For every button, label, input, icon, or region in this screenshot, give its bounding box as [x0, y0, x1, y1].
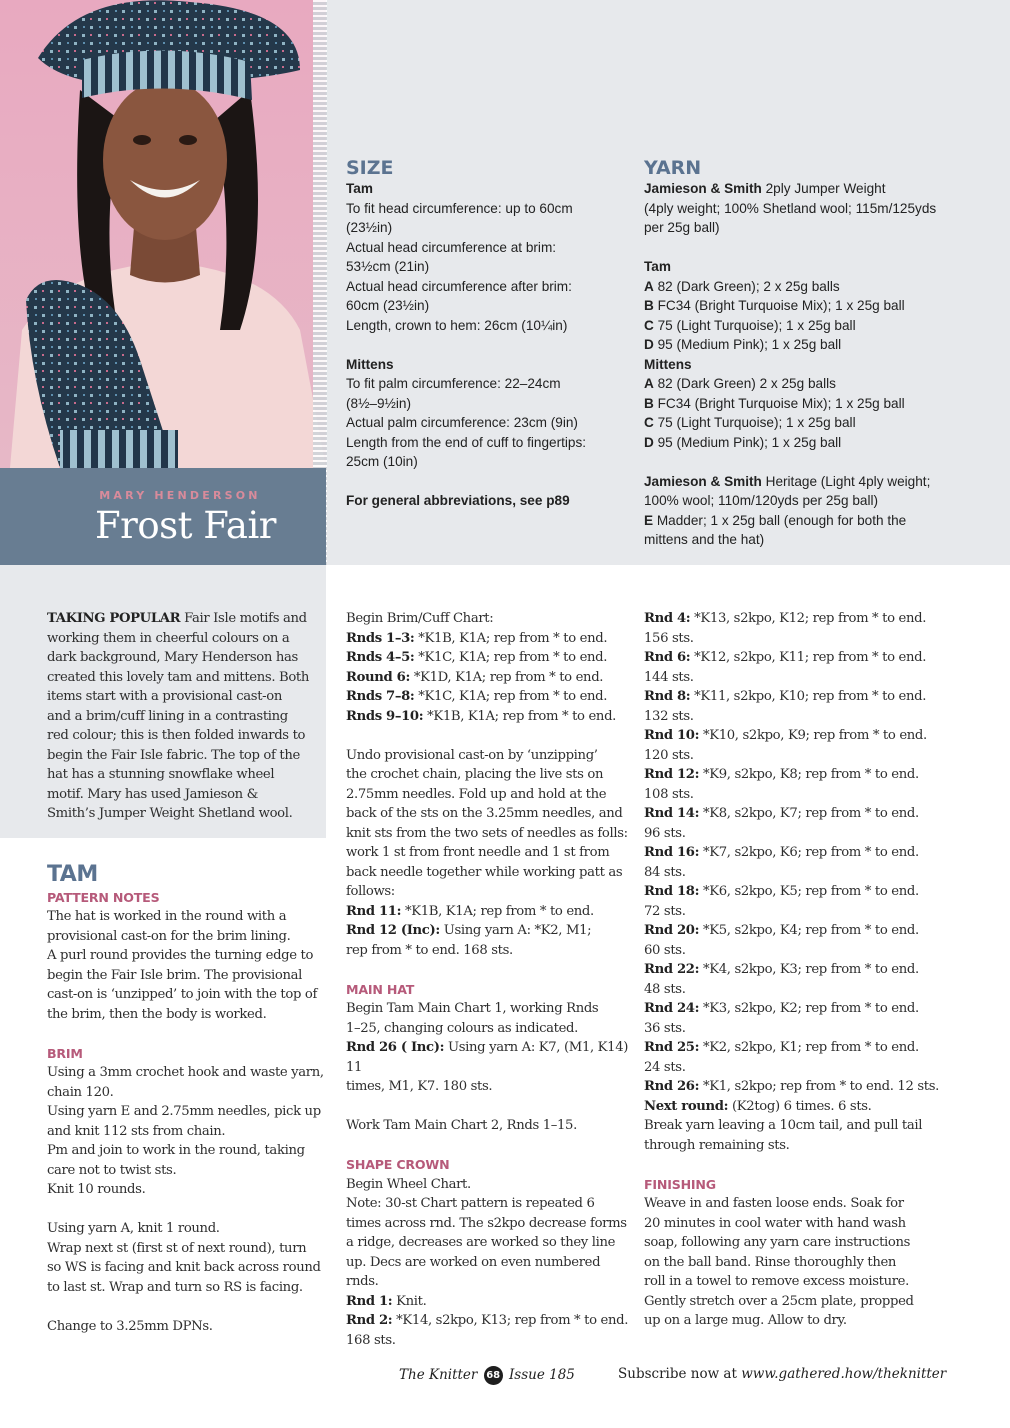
brim-line: Using yarn E and 2.75mm needles, pick up — [47, 1104, 321, 1119]
intro-line: dark background, Mary Henderson has — [47, 650, 298, 665]
column-2 — [346, 609, 631, 1350]
brim-line: and knit 112 sts from chain. — [47, 1123, 226, 1139]
intro-line: motif. Mary has used Jamieson & — [47, 786, 259, 802]
round-label: Next round: — [644, 1098, 729, 1114]
round-text: *K1, s2kpo; rep from * to end. 12 sts. — [699, 1079, 939, 1094]
finishing-line: Weave in and fasten loose ends. Soak for — [644, 1196, 904, 1211]
brim-line: so WS is facing and knit back across round — [47, 1260, 321, 1275]
round-label: Rnd 10: — [644, 728, 700, 743]
brim-line: Using a 3mm crochet hook and waste yarn, — [47, 1065, 324, 1080]
intro-line: working them in cheerful colours on a — [47, 630, 290, 646]
finishing-line: on the ball band. Rinse thoroughly then — [644, 1254, 897, 1270]
round-label: Rnd 8: — [644, 689, 691, 704]
stitch-count: 108 sts. — [644, 786, 694, 802]
intro-line: hat has a stunning snowflake wheel — [47, 767, 275, 782]
shape-crown-heading: SHAPE CROWN — [346, 1157, 450, 1172]
round-label: Rnd 20: — [644, 923, 700, 938]
round-text: Using yarn A: K7, (M1, K14) 11 — [346, 1040, 629, 1075]
size-tam-line: (23½in) — [346, 220, 393, 235]
round-label: Round 6: — [346, 669, 410, 685]
stitch-count: 36 sts. — [644, 1020, 686, 1036]
note-line: a ridge, decreases are worked so they line — [346, 1235, 616, 1250]
round-text: *K1B, K1A; rep from * to end. — [401, 903, 594, 919]
yarn-item: 75 (Light Turquoise); 1 x 25g ball — [653, 415, 856, 430]
brim-line: Knit 10 rounds. — [47, 1182, 146, 1197]
yarn-item: 82 (Dark Green) 2 x 25g balls — [653, 376, 836, 391]
round-text: Knit. — [392, 1293, 427, 1309]
stitch-count: 96 sts. — [644, 825, 686, 841]
size-tam-line: 60cm (23½in) — [346, 298, 430, 313]
crown-line: Begin Wheel Chart. — [346, 1176, 471, 1192]
round-text: *K7, s2kpo, K6; rep from * to end. — [699, 845, 919, 860]
round-label: Rnd 4: — [644, 611, 691, 626]
yarn-key: A — [644, 376, 654, 391]
notes-line: the brim, then the body is worked. — [47, 1006, 267, 1022]
yarn-intro-line: per 25g ball) — [644, 220, 720, 235]
round-label: Rnd 12 (Inc): — [346, 923, 440, 938]
undo-line: 2.75mm needles. Fold up and hold at the — [346, 786, 607, 802]
main-hat-line: 1–25, changing colours as indicated. — [346, 1020, 578, 1036]
round-label: Rnds 1–3: — [346, 630, 415, 646]
note-line: times across rnd. The s2kpo decrease forms — [346, 1215, 627, 1231]
intro-line: created this lovely tam and mittens. Both — [47, 669, 310, 685]
round-label: Rnds 7–8: — [346, 689, 415, 704]
round-text: Using yarn A: *K2, M1; — [439, 923, 592, 938]
subscribe-text: Subscribe now at — [618, 1366, 742, 1382]
round-label: Rnd 6: — [644, 650, 691, 665]
undo-line: follows: — [346, 884, 395, 899]
notes-line: provisional cast-on for the brim lining. — [47, 928, 291, 944]
size-tam-line: 53½cm (21in) — [346, 259, 430, 274]
note-line: rnds. — [346, 1274, 379, 1289]
brim-line: Wrap next st (first st of next round), turn — [47, 1240, 307, 1256]
round-text: 168 sts. — [346, 1332, 396, 1348]
stitch-count: 156 sts. — [644, 630, 694, 646]
yarn-item: 82 (Dark Green); 2 x 25g balls — [653, 278, 840, 294]
page-number: 68 — [484, 1366, 503, 1385]
round-label: Rnd 22: — [644, 962, 700, 977]
model-photo — [0, 0, 326, 468]
round-label: Rnd 26: — [644, 1079, 700, 1094]
finishing-line: soap, following any yarn care instructions — [644, 1235, 911, 1250]
size-tam-label: Tam — [346, 181, 373, 196]
break-line: through remaining sts. — [644, 1137, 790, 1153]
finishing-line: up on a large mug. Allow to dry. — [644, 1313, 847, 1328]
round-text: *K10, s2kpo, K9; rep from * to end. — [699, 728, 927, 743]
size-mittens-line: 25cm (10in) — [346, 454, 418, 469]
yarn-key: A — [644, 278, 654, 294]
notes-line: cast-on is ‘unzipped’ to join with the top of — [47, 987, 318, 1002]
yarn-key: E — [644, 512, 654, 528]
main-hat-line: Begin Tam Main Chart 1, working Rnds — [346, 1001, 599, 1016]
issue-number: Issue 185 — [508, 1367, 575, 1383]
column-1 — [47, 609, 329, 1336]
round-label: Rnd 11: — [346, 903, 402, 919]
finishing-line: Gently stretch over a 25cm plate, propped — [644, 1293, 914, 1309]
round-label: Rnd 1: — [346, 1293, 393, 1309]
round-text: *K1B, K1A; rep from * to end. — [414, 630, 608, 646]
round-text: *K1D, K1A; rep from * to end. — [410, 669, 604, 685]
note-line: up. Decs are worked on even numbered — [346, 1254, 601, 1270]
round-label: Rnd 18: — [644, 884, 700, 899]
round-text: *K9, s2kpo, K8; rep from * to end. — [699, 767, 919, 782]
round-text: *K2, s2kpo, K1; rep from * to end. — [699, 1040, 919, 1055]
notes-line: begin the Fair Isle brim. The provisional — [47, 967, 303, 983]
stitch-count: 120 sts. — [644, 747, 694, 763]
yarn-item: FC34 (Bright Turquoise Mix); 1 x 25g ball — [653, 395, 905, 411]
size-tam-line: To fit head circumference: up to 60cm — [346, 200, 573, 216]
round-text: *K5, s2kpo, K4; rep from * to end. — [699, 923, 919, 938]
round-label: Rnd 12: — [644, 767, 700, 782]
main-hat-line: Work Tam Main Chart 2, Rnds 1–15. — [346, 1118, 577, 1133]
round-label: Rnd 26 ( Inc): — [346, 1040, 445, 1055]
footer-issue — [399, 1366, 575, 1385]
intro-lead: TAKING POPULAR — [47, 611, 181, 626]
stitch-count: 144 sts. — [644, 669, 694, 685]
size-mittens-line: (8½–9½in) — [346, 395, 411, 411]
intro-line: and a brim/cuff lining in a contrasting — [47, 708, 288, 724]
intro-line: red colour; this is then folded inwards to — [47, 728, 306, 743]
finishing-line: roll in a towel to remove excess moisture. — [644, 1274, 909, 1289]
yarn-heritage-brand: Jamieson & Smith — [644, 473, 762, 489]
pattern-notes-heading: PATTERN NOTES — [47, 889, 160, 905]
round-text: *K12, s2kpo, K11; rep from * to end. — [690, 650, 927, 665]
intro-line: items start with a provisional cast-on — [47, 689, 283, 704]
size-heading: SIZE — [346, 157, 394, 179]
yarn-mittens-label: Mittens — [644, 356, 692, 372]
brim-line: Using yarn A, knit 1 round. — [47, 1221, 220, 1236]
round-label: Rnd 24: — [644, 1001, 700, 1016]
yarn-item: 75 (Light Turquoise); 1 x 25g ball — [653, 317, 856, 333]
size-tam-line: Actual head circumference after brim: — [346, 278, 572, 294]
undo-line: work 1 st from front needle and 1 st from — [346, 845, 610, 860]
undo-line: Undo provisional cast-on by ‘unzipping’ — [346, 747, 598, 763]
round-label: Rnd 14: — [644, 806, 700, 821]
yarn-intro-line: (4ply weight; 100% Shetland wool; 115m/125yds — [644, 200, 937, 216]
break-line: Break yarn leaving a 10cm tail, and pull tail — [644, 1118, 923, 1133]
undo-line: the crochet chain, placing the live sts on — [346, 767, 604, 782]
yarn-key: D — [644, 434, 654, 450]
yarn-brand: Jamieson & Smith — [644, 181, 762, 196]
yarn-heading: YARN — [644, 157, 702, 179]
yarn-heritage-line: 100% wool; 110m/120yds per 25g ball) — [644, 493, 879, 508]
size-mittens-label: Mittens — [346, 356, 394, 372]
yarn-key: C — [644, 317, 654, 333]
yarn-key: B — [644, 395, 654, 411]
stitch-count: 48 sts. — [644, 981, 686, 997]
yarn-madder-line: mittens and the hat) — [644, 532, 765, 547]
note-line: Note: 30-st Chart pattern is repeated 6 — [346, 1196, 595, 1211]
notes-line: The hat is worked in the round with a — [47, 909, 287, 924]
round-text: *K14, s2kpo, K13; rep from * to end. — [392, 1313, 629, 1328]
round-text: *K4, s2kpo, K3; rep from * to end. — [699, 962, 919, 977]
yarn-key: D — [644, 337, 654, 352]
footer-subscribe — [618, 1366, 946, 1382]
intro-line: Smith’s Jumper Weight Shetland wool. — [47, 806, 293, 821]
stitch-count: 24 sts. — [644, 1059, 686, 1075]
abbreviations-note: For general abbreviations, see p89 — [346, 493, 570, 508]
intro-line: begin the Fair Isle fabric. The top of the — [47, 747, 300, 763]
round-text: (K2tog) 6 times. 6 sts. — [728, 1098, 872, 1114]
tam-heading: TAM — [47, 861, 98, 887]
round-text: *K8, s2kpo, K7; rep from * to end. — [699, 806, 919, 821]
round-label: Rnd 25: — [644, 1040, 700, 1055]
stitch-count: 132 sts. — [644, 708, 694, 724]
yarn-key: B — [644, 298, 654, 313]
round-text: *K1C, K1A; rep from * to end. — [414, 689, 608, 704]
chart-line: Begin Brim/Cuff Chart: — [346, 611, 494, 626]
notes-line: A purl round provides the turning edge to — [47, 948, 314, 963]
yarn-tam-label: Tam — [644, 259, 671, 274]
subscribe-link[interactable]: www.gathered.how/theknitter — [741, 1366, 947, 1382]
brim-line: Pm and join to work in the round, taking — [47, 1143, 305, 1158]
round-label: Rnd 2: — [346, 1313, 393, 1328]
brim-line: to last st. Wrap and turn so RS is facing. — [47, 1279, 303, 1295]
round-text: *K6, s2kpo, K5; rep from * to end. — [699, 884, 919, 899]
yarn-section — [644, 157, 944, 550]
round-text: *K13, s2kpo, K12; rep from * to end. — [690, 611, 927, 626]
column-3 — [644, 609, 944, 1331]
stitch-count: 84 sts. — [644, 864, 686, 880]
round-text: rep from * to end. 168 sts. — [346, 942, 513, 958]
finishing-heading: FINISHING — [644, 1176, 716, 1192]
yarn-intro-line: 2ply Jumper Weight — [761, 181, 886, 196]
round-label: Rnds 4–5: — [346, 650, 415, 665]
yarn-heritage-line: Heritage (Light 4ply weight; — [761, 473, 931, 489]
pattern-title: Frost Fair — [95, 504, 276, 547]
author-name: MARY HENDERSON — [99, 489, 261, 502]
brim-line: care not to twist sts. — [47, 1162, 177, 1178]
size-tam-line: Length, crown to hem: 26cm (10¼in) — [346, 317, 568, 333]
round-label: Rnds 9–10: — [346, 708, 424, 724]
main-hat-heading: MAIN HAT — [346, 981, 415, 997]
intro-line: Fair Isle motifs and — [180, 611, 307, 626]
size-section — [346, 157, 626, 511]
undo-line: back needle together while working patt as — [346, 864, 623, 880]
round-text: *K1B, K1A; rep from * to end. — [423, 708, 616, 724]
brim-line: Change to 3.25mm DPNs. — [47, 1318, 213, 1334]
brim-line: chain 120. — [47, 1084, 114, 1100]
size-tam-line: Actual head circumference at brim: — [346, 239, 557, 255]
round-text: *K3, s2kpo, K2; rep from * to end. — [699, 1001, 919, 1016]
round-text: *K1C, K1A; rep from * to end. — [414, 650, 608, 665]
round-text: times, M1, K7. 180 sts. — [346, 1079, 493, 1094]
undo-line: knit sts from the two sets of needles as folls: — [346, 825, 628, 841]
size-mittens-line: Actual palm circumference: 23cm (9in) — [346, 415, 578, 430]
yarn-item: 95 (Medium Pink); 1 x 25g ball — [653, 337, 842, 352]
stitch-count: 60 sts. — [644, 942, 686, 958]
round-label: Rnd 16: — [644, 845, 700, 860]
yarn-key: C — [644, 415, 654, 430]
magazine-name: The Knitter — [399, 1367, 478, 1383]
yarn-item: FC34 (Bright Turquoise Mix); 1 x 25g ball — [653, 298, 905, 313]
round-text: *K11, s2kpo, K10; rep from * to end. — [690, 689, 927, 704]
undo-line: back of the sts on the 3.25mm needles, and — [346, 806, 623, 821]
yarn-item: 95 (Medium Pink); 1 x 25g ball — [653, 434, 842, 450]
size-mittens-line: To fit palm circumference: 22–24cm — [346, 376, 561, 391]
brim-heading: BRIM — [47, 1045, 83, 1061]
size-mittens-line: Length from the end of cuff to fingertips: — [346, 434, 587, 450]
stitch-count: 72 sts. — [644, 903, 686, 919]
finishing-line: 20 minutes in cool water with hand wash — [644, 1215, 906, 1231]
yarn-madder-line: Madder; 1 x 25g ball (enough for both the — [653, 512, 907, 528]
